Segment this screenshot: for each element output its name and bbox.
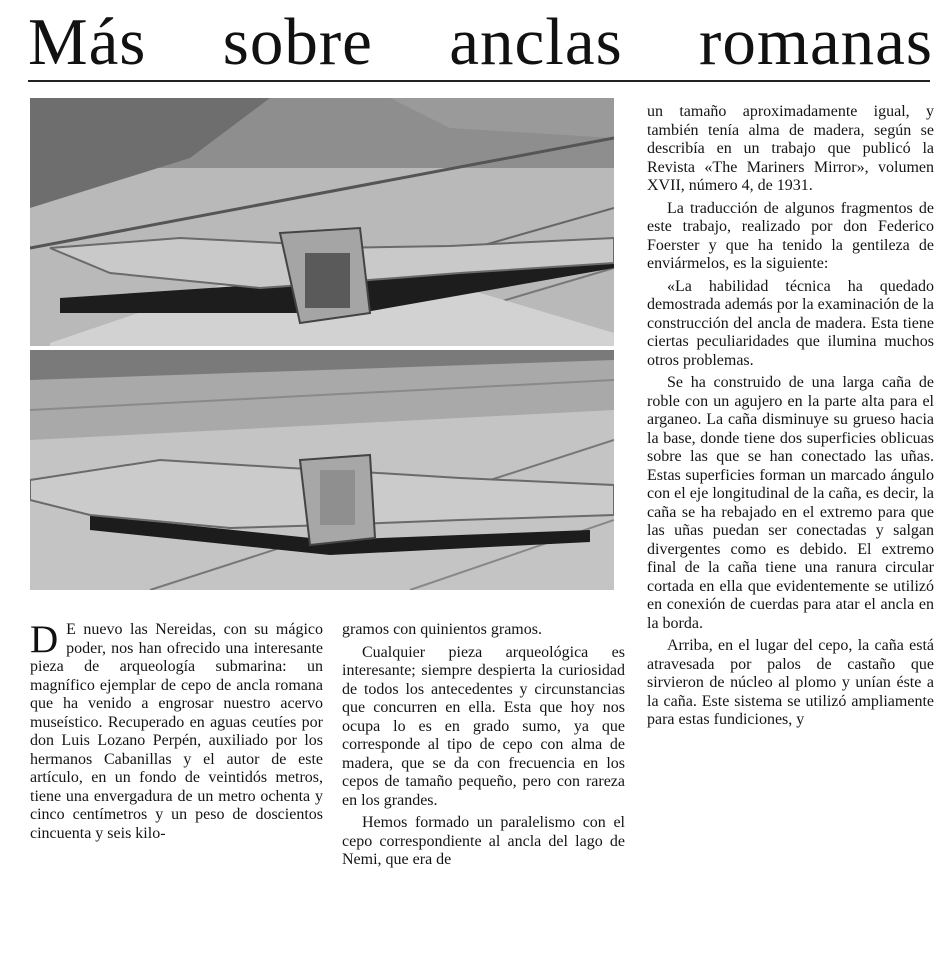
quote-paragraph-3: Arriba, en el lugar del cepo, la caña está atravesada por palos de castaño que sirvieron de núcleo al plomo y unían éste a la caña. Este sistema se utilizó ampliamente para estas fundiciones, y (647, 637, 934, 728)
quote-paragraph-2: Se ha construido de una larga caña de roble con un agujero en la parte alta para el arganeo. La caña disminuye su grueso hacia la base, donde tiene dos superficies oblicuas sobre las que se han conectado las uñas. Estas superficies forman un marcado ángulo con el eje longitudinal de la caña, es decir, la caña se ha rebajado en el extremo para que las uñas puedan ser conectadas y salgan divergentes como es debido. El extremo final de la caña tiene una ranura circular cortada en ella que evidentemente se utilizó en conexión de cuerdas para atar el ancla en la borda. (647, 374, 934, 632)
paragraph-2: Cualquier pieza arqueológica es interesante; siempre despierta la curiosidad de todos los antecedentes y circunstancias que concurren en ella. Esta que hoy nos ocupa lo es en grado sumo, ya que corresponde al tipo de cepo con alma de madera, que se da con frecuencia en los cepos de tamaño pequeño, pero con rareza en los grandes. (342, 643, 625, 809)
paragraph-3-continued: un tamaño aproximadamente igual, y también tenía alma de madera, según se describía en un trabajo que publicó la Revista «The Mariners Mirror», volumen XVII, número 4, de 1931. (647, 103, 934, 194)
title-rule (28, 80, 930, 82)
paragraph-1 (30, 618, 323, 843)
quote-paragraph-1: «La habilidad técnica ha quedado demostrada además por la examinación de la construcción del ancla de madera. Esta tiene ciertas peculiaridades que ilumina muchos otros problemas. (647, 277, 934, 369)
anchor-photo-bottom (30, 350, 614, 590)
paragraph-4: La traducción de algunos fragmentos de este trabajo, realizado por don Federico Foerster y que ha tenido la gentileza de enviármelos, es la siguiente: (647, 199, 934, 272)
paragraph-1-text: E nuevo las Nereidas, con su mágico poder, nos han ofrecido una interesante pieza de arqueología submarina: un magnífico ejemplar de cepo de ancla romana que ha venido a engrosar nuestro acervo museístico. Recuperado en aguas ceutíes por don Luis Lozano Perpén, auxiliado por los hermanos Cabanillas y el autor de este artículo, en un fondo de veintidós metros, tiene una envergadura de un metro ochenta y cinco centímetros y un peso de doscientos cincuenta y seis kilo- (30, 621, 323, 842)
text-column-3 (647, 103, 934, 730)
article-title: Más sobre anclas romanas (28, 5, 933, 79)
paragraph-1-continued: gramos con quinientos gramos. (342, 621, 542, 638)
drop-cap: D (30, 618, 59, 661)
anchor-photo-top (30, 98, 614, 346)
text-column-1 (30, 618, 323, 843)
anchor-photo-top-image (30, 98, 614, 346)
paragraph-3: Hemos formado un paralelismo con el cepo correspondiente al ancla del lago de Nemi, que era de (342, 814, 625, 868)
anchor-photo-bottom-image (30, 350, 614, 590)
text-column-2 (342, 621, 625, 870)
